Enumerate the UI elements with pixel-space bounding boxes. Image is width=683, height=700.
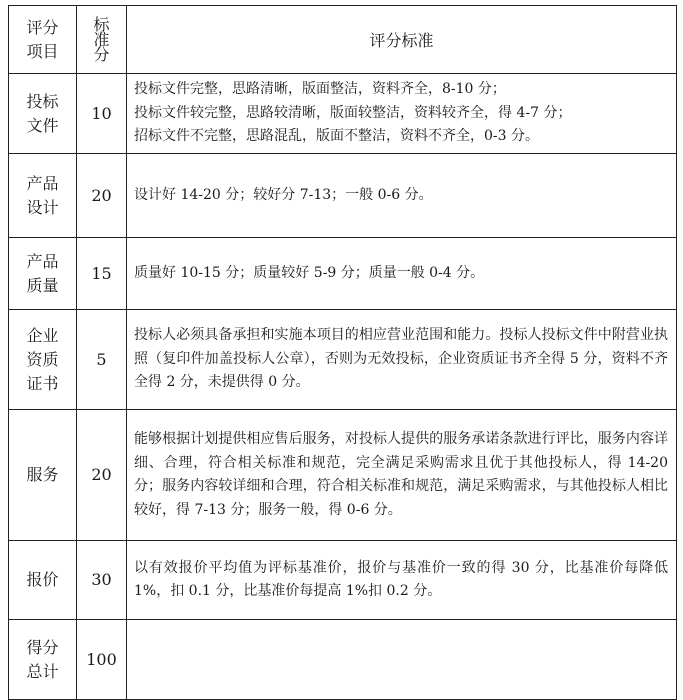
score-cell: 10 — [77, 74, 127, 154]
criteria-line: 投标文件较完整，思路较清晰，版面较整洁，资料较齐全，得 4-7 分； — [134, 104, 572, 121]
item-cell — [9, 541, 77, 620]
header-item-line: 项目 — [26, 41, 59, 61]
criteria-cell — [127, 620, 677, 700]
item-line: 服务 — [26, 465, 59, 484]
header-item-cell — [9, 6, 77, 74]
score-cell: 20 — [77, 154, 127, 238]
header-row — [9, 6, 677, 74]
score-cell: 5 — [77, 310, 127, 410]
item-cell — [9, 238, 77, 310]
scoring-table — [8, 5, 677, 700]
header-score-cell — [77, 6, 127, 74]
total-score-cell: 100 — [77, 620, 127, 700]
score-cell: 15 — [77, 238, 127, 310]
table-row — [9, 541, 677, 620]
criteria-cell: 投标人必须具备承担和实施本项目的相应营业范围和能力。投标人投标文件中附营业执照（复印件加盖投标人公章），否则为无效投标，企业资质证书齐全得 5 分，资料不齐全得 2 分，未提供得 0 分。 — [127, 310, 677, 410]
item-cell — [9, 410, 77, 541]
total-row — [9, 620, 677, 700]
criteria-cell: 设计好 14-20 分；较好分 7-13；一般 0-6 分。 — [127, 154, 677, 238]
header-score-line: 分 — [93, 45, 110, 64]
header-score-line: 准 — [93, 30, 110, 49]
criteria-line: 招标文件不完整，思路混乱，版面不整洁，资料不齐全，0-3 分。 — [134, 128, 539, 145]
table-row — [9, 310, 677, 410]
item-line: 投标 — [26, 91, 59, 111]
header-score-line: 标 — [93, 15, 110, 34]
table-row — [9, 154, 677, 238]
item-line: 证书 — [26, 373, 59, 393]
criteria-cell: 能够根据计划提供相应售后服务，对投标人提供的服务承诺条款进行评比，服务内容详细、合理，符合相关标准和规范，完全满足采购需求且优于其他投标人，得 14-20 分；服务内容较详细和合理，符合相关标准和规范，满足采购需求，与其他投标人相比较好，得 7-13 分；服务一般，得 0-6 分。 — [127, 410, 677, 541]
item-line: 得分 — [26, 637, 59, 657]
item-line: 质量 — [26, 275, 59, 295]
item-line: 报价 — [26, 570, 59, 589]
criteria-cell: 质量好 10-15 分；质量较好 5-9 分；质量一般 0-4 分。 — [127, 238, 677, 310]
score-cell: 30 — [77, 541, 127, 620]
item-cell — [9, 74, 77, 154]
table-row — [9, 74, 677, 154]
criteria-cell: 以有效报价平均值为评标基准价，报价与基准价一致的得 30 分，比基准价每降低 1%，扣 0.1 分，比基准价每提高 1%扣 0.2 分。 — [127, 541, 677, 620]
header-criteria-cell: 评分标准 — [127, 6, 677, 74]
item-line: 资质 — [26, 349, 59, 369]
score-cell: 20 — [77, 410, 127, 541]
item-line: 设计 — [26, 197, 59, 217]
criteria-line: 投标文件完整，思路清晰，版面整洁，资料齐全，8-10 分； — [134, 81, 506, 98]
item-cell — [9, 310, 77, 410]
item-cell — [9, 154, 77, 238]
item-line: 产品 — [26, 251, 59, 271]
item-line: 总计 — [26, 661, 59, 681]
item-line: 文件 — [26, 115, 59, 135]
item-line: 企业 — [26, 325, 59, 345]
table-row — [9, 410, 677, 541]
item-cell — [9, 620, 77, 700]
criteria-cell — [127, 74, 677, 154]
table-row — [9, 238, 677, 310]
item-line: 产品 — [26, 173, 59, 193]
header-item-line: 评分 — [26, 17, 59, 37]
